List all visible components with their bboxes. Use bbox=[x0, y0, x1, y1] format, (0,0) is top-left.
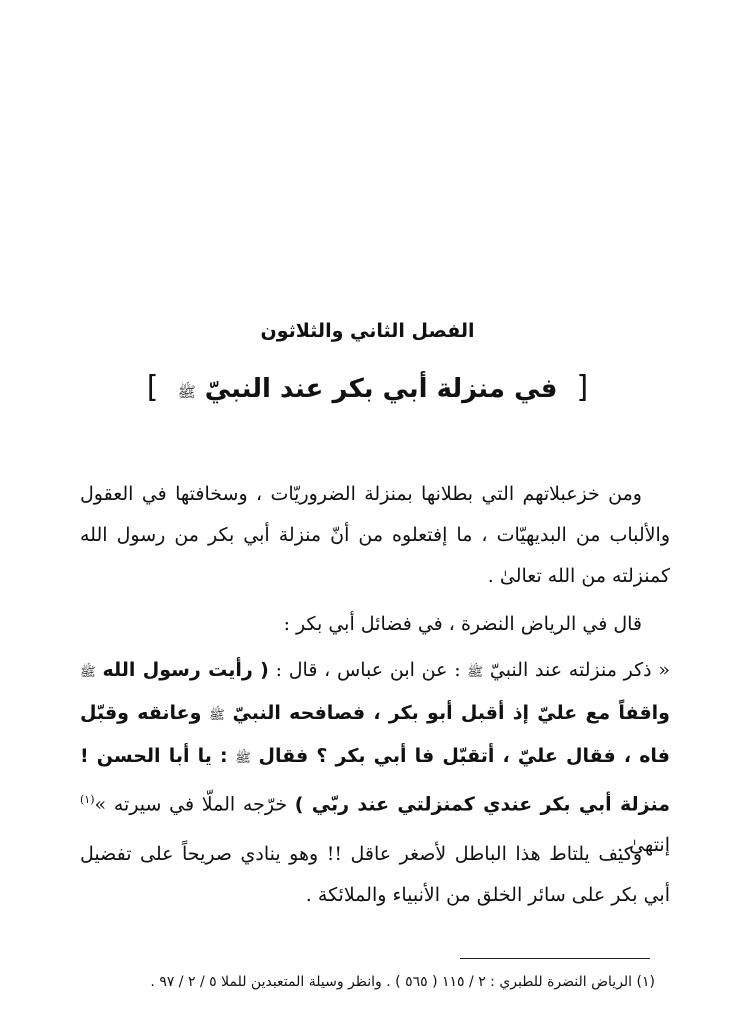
paragraph-1-text: ومن خزعبلاتهم التي بطلانها بمنزلة الضروريّات ، وسخافتها في العقول والألباب من البديهيّات ، ما إفتعلوه من أنّ منزلة أبي بكر من رسول الله كمنزلته من الله تعالىٰ . bbox=[80, 483, 670, 587]
honorific-glyph: ﷺ bbox=[177, 383, 196, 401]
paragraph-2 bbox=[80, 604, 670, 645]
chapter-heading: الفصل الثاني والثلاثون bbox=[260, 320, 475, 342]
quote-intro: « ذكر منزلته عند النبيّ bbox=[489, 659, 671, 681]
paragraph-4-text: وكيف يلتاط هذا الباطل لأصغر عاقل !! وهو ينادي صريحاً على تفضيل أبي بكر على سائر الخلق من الأنبياء والملائكة . bbox=[80, 843, 670, 906]
footnote: (١) الرياض النضرة للطبري : ٢ / ١١٥ ( ٥٦٥ ) . وانظر وسيلة المتعبدين للملا ٥ / ٢ / ٩٧ . bbox=[150, 974, 655, 990]
hadith-text-4: : يا أبا الحسن ! منزلة أبي بكر عندي كمنزلتي عند ربّي ) bbox=[80, 745, 670, 816]
hadith-text-2: واقفاً مع عليّ إذ أقبل أبو بكر ، فصافحه النبيّ bbox=[232, 702, 670, 724]
hadith-text-3: وعانقه وقبّل فاه ، فقال عليّ ، أتقبّل فا أبي بكر ؟ فقال bbox=[80, 702, 670, 767]
quote-end: إنتهىٰ . bbox=[617, 834, 670, 857]
section-title bbox=[0, 370, 735, 405]
honorific-glyph: ﷺ bbox=[467, 665, 484, 680]
paragraph-1 bbox=[80, 474, 670, 597]
footnote-divider bbox=[460, 958, 650, 959]
quote-narrator: : عن ابن عباس ، قال : bbox=[275, 659, 461, 681]
hadith-text-1: ( رأيت رسول الله bbox=[102, 659, 269, 681]
title-close-bracket: ] bbox=[146, 370, 159, 405]
paragraph-4 bbox=[80, 834, 670, 916]
title-text: في منزلة أبي بكر عند النبيّ bbox=[204, 374, 558, 404]
honorific-glyph: ﷺ bbox=[235, 751, 251, 766]
paragraph-2-text: قال في الرياض النضرة ، في فضائل أبي بكر : bbox=[283, 613, 642, 635]
honorific-glyph: ﷺ bbox=[209, 708, 225, 723]
quote-source: خرّجه الملّا في سيرته » bbox=[94, 793, 288, 816]
honorific-glyph: ﷺ bbox=[80, 665, 96, 680]
footnote-ref[interactable]: (١) bbox=[80, 793, 95, 806]
title-open-bracket: [ bbox=[576, 370, 589, 405]
